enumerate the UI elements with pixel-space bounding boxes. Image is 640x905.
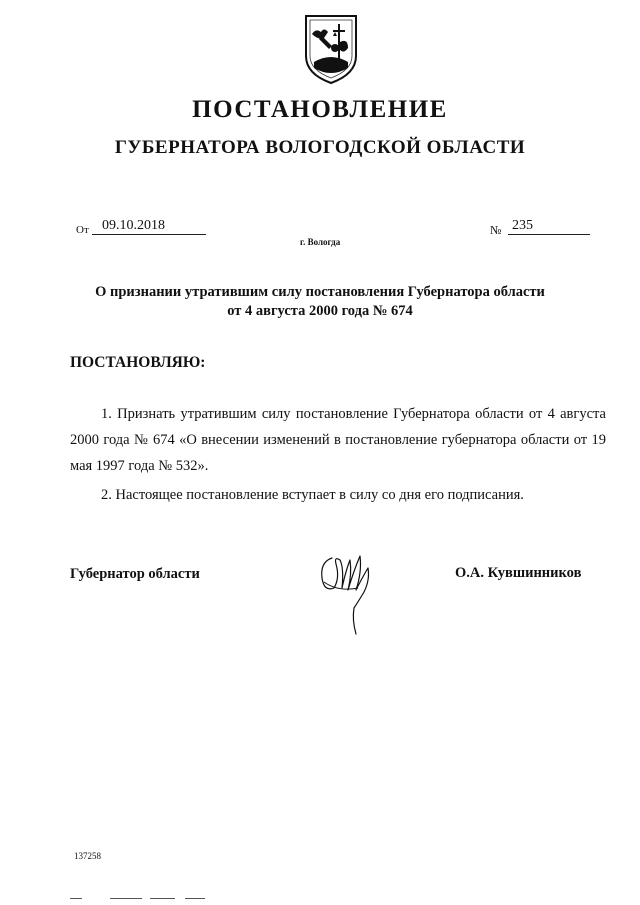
footer-divider — [110, 898, 142, 899]
subject-line-1: О признании утратившим силу постановления Губернатора области — [95, 284, 545, 300]
signer-name: О.А. Кувшинников — [455, 565, 582, 581]
city-label: г. Вологда — [300, 237, 341, 247]
document-title: ПОСТАНОВЛЕНИЕ — [192, 96, 448, 123]
footer-code: 137258 — [74, 851, 101, 861]
footer-divider — [70, 898, 82, 899]
footer-divider — [185, 898, 205, 899]
paragraph-1: 1. Признать утратившим силу постановление Губернатора области от 4 августа 2000 года № 674 «О внесении изменений в постановление губернатора области от 19 мая 1997 года № 532». — [70, 406, 606, 474]
decree-heading: ПОСТАНОВЛЯЮ: — [70, 354, 206, 371]
coat-of-arms-icon — [302, 12, 360, 86]
document-date: 09.10.2018 — [92, 218, 206, 235]
number-prefix: № — [490, 223, 502, 237]
date-prefix: От — [76, 224, 89, 236]
document-subtitle: ГУБЕРНАТОРА ВОЛОГОДСКОЙ ОБЛАСТИ — [114, 137, 526, 158]
paragraph-2: 2. Настоящее постановление вступает в силу со дня его подписания. — [101, 487, 524, 503]
document-number: 235 — [508, 218, 590, 235]
footer-divider — [150, 898, 175, 899]
handwritten-signature — [318, 548, 374, 638]
document-subject — [0, 283, 640, 321]
subject-line-2: от 4 августа 2000 года № 674 — [227, 303, 413, 319]
signer-position: Губернатор области — [70, 566, 200, 582]
